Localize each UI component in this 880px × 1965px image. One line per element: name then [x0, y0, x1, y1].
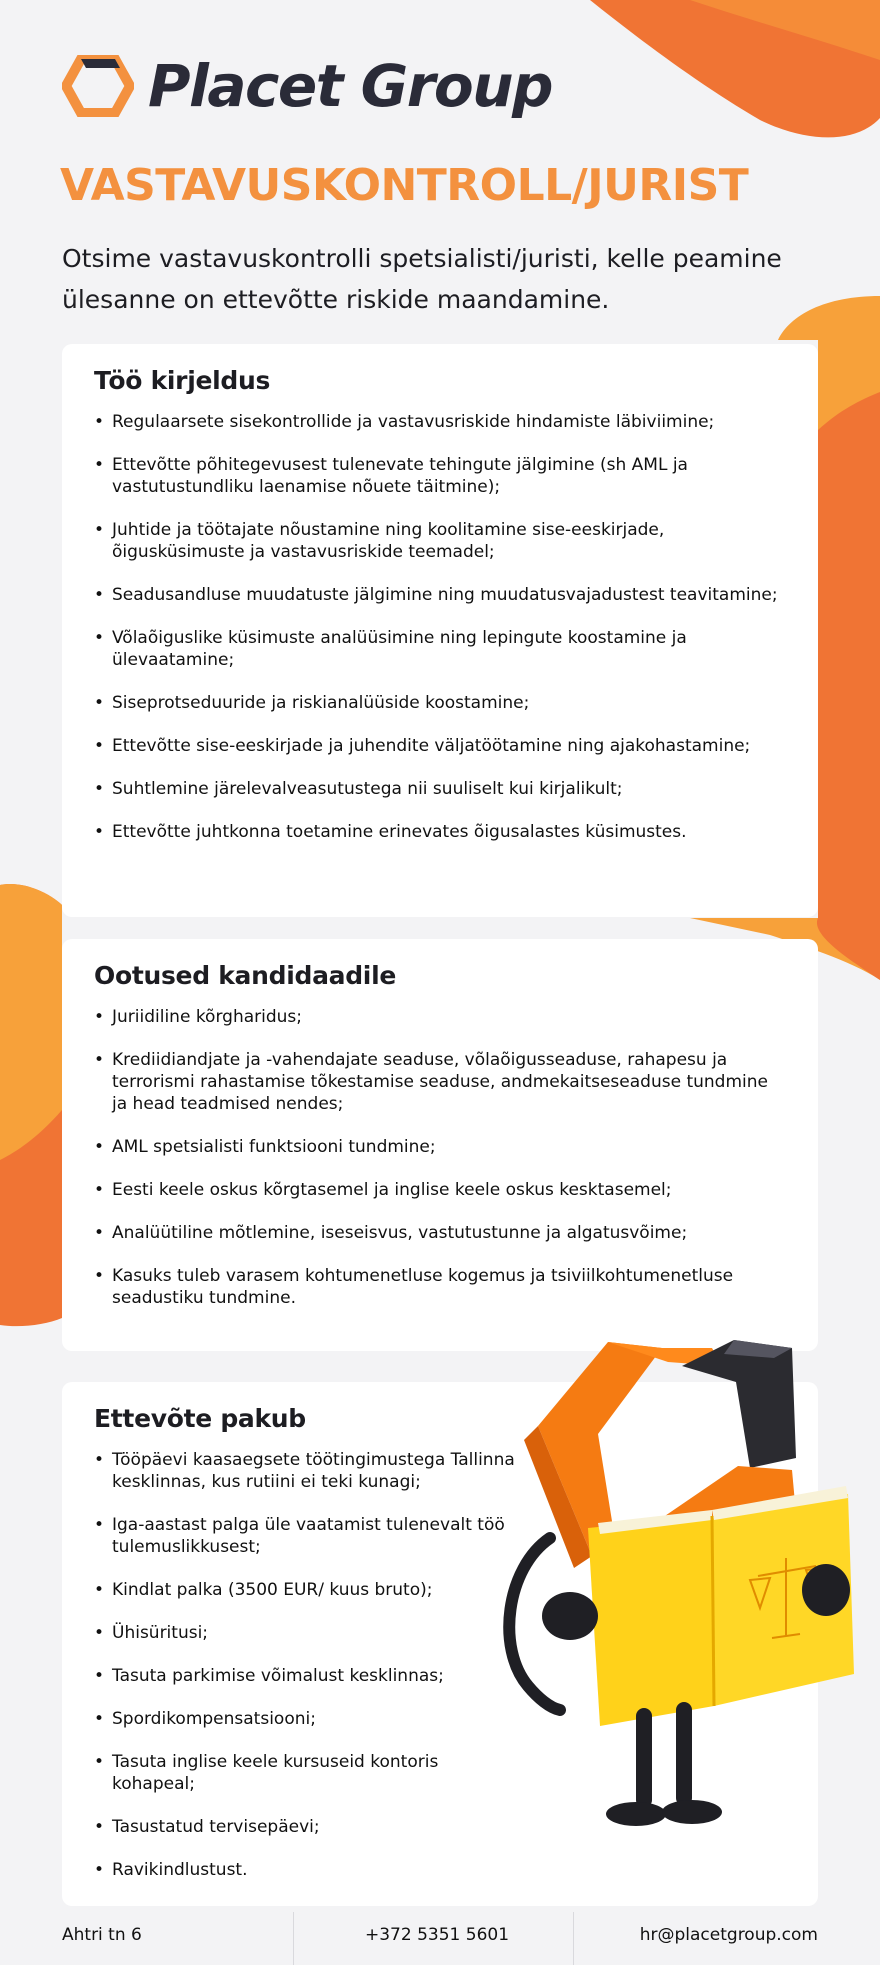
list-item: • Seadusandluse muudatuste jälgimine ning muudatusvajadustest teavitamine;: [94, 584, 786, 606]
list-item: • Ravikindlustust.: [94, 1859, 524, 1881]
section-heading: Töö kirjeldus: [94, 366, 271, 395]
list-item: • Tasuta parkimise võimalust kesklinnas;: [94, 1665, 524, 1687]
footer-divider: [573, 1912, 574, 1965]
list-item: • Krediidiandjate ja -vahendajate seaduse, võlaõigusseaduse, rahapesu ja terrorismi rahastamise tõkestamise seaduse, andmekaitseseaduse tundmine ja head teadmised nendes;: [94, 1049, 786, 1115]
list-item: • Võlaõiguslike küsimuste analüüsimine ning lepingute koostamine ja ülevaatamine;: [94, 627, 786, 671]
bullet-list: [94, 1006, 786, 1309]
page-title: VASTAVUSKONTROLL/JURIST: [60, 160, 749, 211]
list-item: • Eesti keele oskus kõrgtasemel ja inglise keele oskus kesktasemel;: [94, 1179, 786, 1201]
list-item: • Ettevõtte põhitegevusest tulenevate tehingute jälgimine (sh AML ja vastutustundliku laenamise nõuete täitmine);: [94, 454, 786, 498]
list-item: • Tasuta inglise keele kursuseid kontoris kohapeal;: [94, 1751, 524, 1795]
bullet-list: [94, 1449, 524, 1881]
section-heading: Ootused kandidaadile: [94, 961, 396, 990]
list-item: • Iga-aastast palga üle vaatamist tulenevalt töö tulemuslikkusest;: [94, 1514, 524, 1558]
header: [62, 52, 552, 120]
intro-text: Otsime vastavuskontrolli spetsialisti/juristi, kelle peamine ülesanne on ettevõtte riskide maandamine.: [62, 244, 782, 314]
list-item: • Kindlat palka (3500 EUR/ kuus bruto);: [94, 1579, 524, 1601]
list-item: • Tööpäevi kaasaegsete töötingimustega Tallinna kesklinnas, kus rutiini ei teki kunagi;: [94, 1449, 524, 1493]
list-item: • AML spetsialisti funktsiooni tundmine;: [94, 1136, 786, 1158]
section-job-description: [62, 344, 818, 917]
section-candidate-expectations: [62, 939, 818, 1351]
list-item: • Ettevõtte sise-eeskirjade ja juhendite väljatöötamine ning ajakohastamine;: [94, 735, 786, 757]
footer-phone-link[interactable]: +372 5351 5601: [365, 1925, 510, 1945]
list-item: • Ettevõtte juhtkonna toetamine erinevates õigusalastes küsimustes.: [94, 821, 786, 843]
list-item: • Juhtide ja töötajate nõustamine ning koolitamine sise-eeskirjade, õigusküsimuste ja vastavusriskide teemadel;: [94, 519, 786, 563]
list-item: • Siseprotseduuride ja riskianalüüside koostamine;: [94, 692, 786, 714]
list-item: • Spordikompensatsiooni;: [94, 1708, 524, 1730]
hexagon-logo-icon: [62, 55, 134, 117]
list-item: • Tasustatud tervisepäevi;: [94, 1816, 524, 1838]
brand-name: Placet Group: [148, 52, 553, 120]
section-heading: Ettevõte pakub: [94, 1404, 306, 1433]
list-item: • Analüütiline mõtlemine, iseseisvus, vastutustunne ja algatusvõime;: [94, 1222, 786, 1244]
list-item: • Suhtlemine järelevalveasutustega nii suuliselt kui kirjalikult;: [94, 778, 786, 800]
footer-address: Ahtri tn 6: [62, 1925, 142, 1945]
footer-divider: [293, 1912, 294, 1965]
hexagon-mascot-reading-book-icon: [488, 1318, 868, 1838]
list-item: • Kasuks tuleb varasem kohtumenetluse kogemus ja tsiviilkohtumenetluse seadustiku tundmine.: [94, 1265, 786, 1309]
bullet-list: [94, 411, 786, 843]
list-item: • Juriidiline kõrgharidus;: [94, 1006, 786, 1028]
list-item: • Ühisüritusi;: [94, 1622, 524, 1644]
footer-email-link[interactable]: hr@placetgroup.com: [639, 1925, 818, 1945]
footer: [0, 1912, 880, 1965]
list-item: • Regulaarsete sisekontrollide ja vastavusriskide hindamiste läbiviimine;: [94, 411, 786, 433]
